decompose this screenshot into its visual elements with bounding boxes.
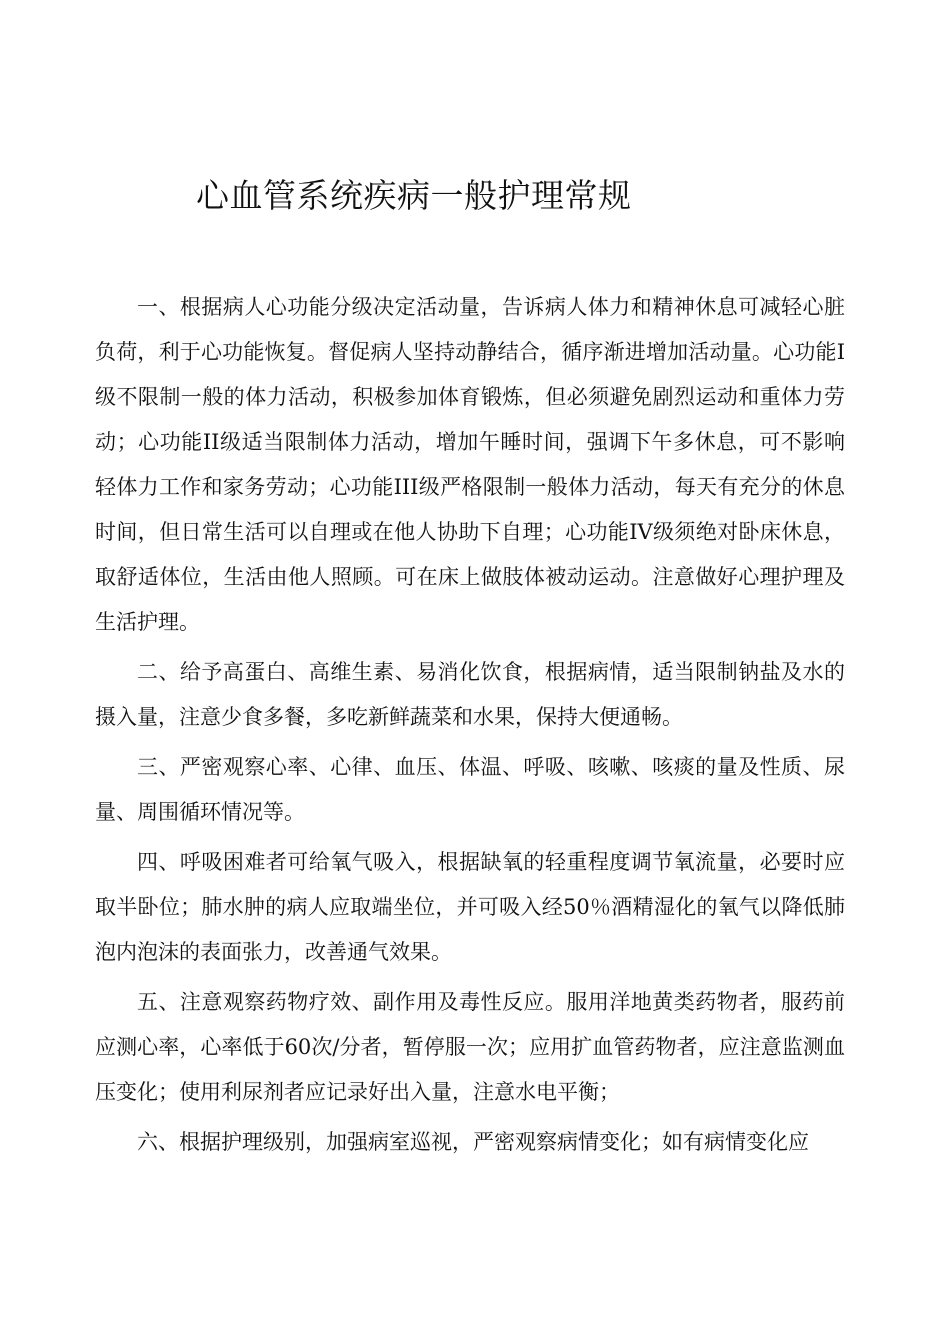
paragraph-activity: 一、根据病人心功能分级决定活动量，告诉病人体力和精神休息可减轻心脏负荷，利于心功能恢复。督促病人坚持动静结合，循序渐进增加活动量。心功能I级不限制一般的体力活动，积极参加体育锻炼，但必须避免剧烈运动和重体力劳动；心功能II级适当限制体力活动，增加午睡时间，强调下午多休息，可不影响轻体力工作和家务劳动；心功能III级严格限制一般体力活动，每天有充分的休息时间，但日常生活可以自理或在他人协助下自理；心功能IV级须绝对卧床休息，取舒适体位，生活由他人照顾。可在床上做肢体被动运动。注意做好心理护理及生活护理。	[95, 295, 845, 634]
paragraph-oxygen: 四、呼吸困难者可给氧气吸入，根据缺氧的轻重程度调节氧流量，必要时应取半卧位；肺水肿的病人应取端坐位，并可吸入经50％酒精湿化的氧气以降低肺泡内泡沫的表面张力，改善通气效果。	[95, 850, 845, 964]
document-body	[95, 285, 845, 1165]
document-title: 心血管系统疾病一般护理常规	[196, 176, 632, 215]
paragraph-monitoring: 六、根据护理级别，加强病室巡视，严密观察病情变化；如有病情变化应	[137, 1130, 809, 1154]
paragraph-diet: 二、给予高蛋白、高维生素、易消化饮食，根据病情，适当限制钠盐及水的摄入量，注意少食多餐，多吃新鲜蔬菜和水果，保持大便通畅。	[95, 660, 845, 729]
paragraph-medication: 五、注意观察药物疗效、副作用及毒性反应。服用洋地黄类药物者，服药前应测心率，心率低于60次/分者，暂停服一次；应用扩血管药物者，应注意监测血压变化；使用利尿剂者应记录好出入量，注意水电平衡；	[95, 990, 845, 1104]
paragraph-observation: 三、严密观察心率、心律、血压、体温、呼吸、咳嗽、咳痰的量及性质、尿量、周围循环情况等。	[95, 755, 845, 824]
